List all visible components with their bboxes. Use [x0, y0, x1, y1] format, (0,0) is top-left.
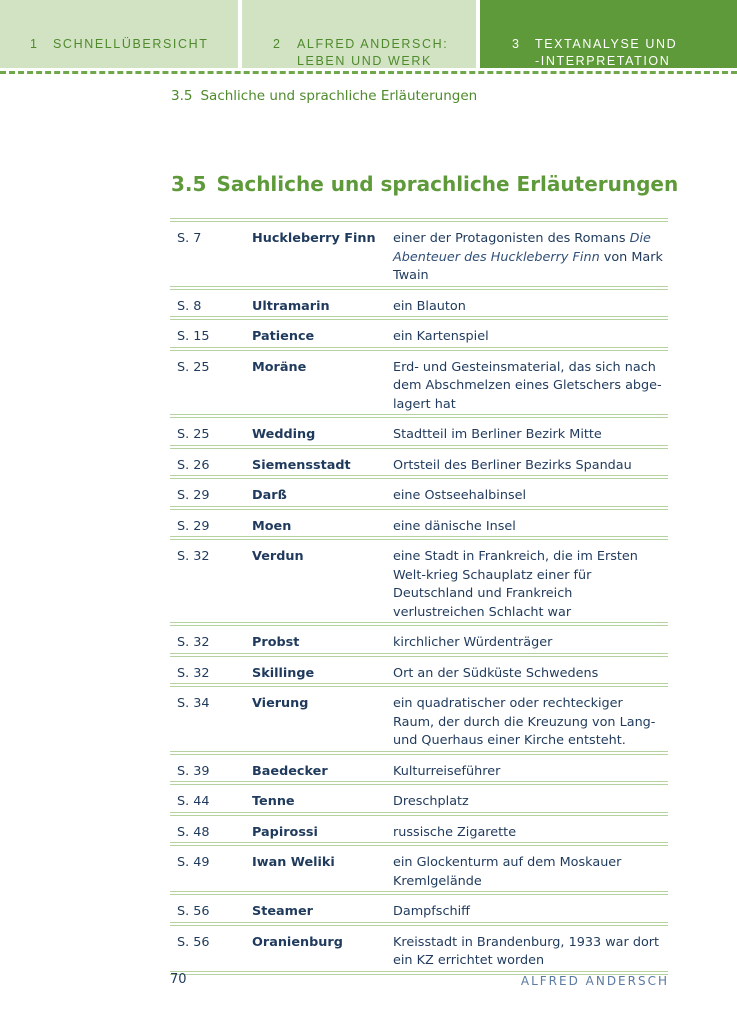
- definition-text: Kreisstadt in Brandenburg, 1933 war dort ein KZ errichtet worden: [393, 934, 660, 968]
- glossary-definition: [393, 349, 668, 417]
- glossary-definition: [393, 318, 668, 349]
- running-head-text: Sachliche und sprachliche Erläuterungen: [200, 88, 478, 104]
- glossary-page-ref: S. 26: [170, 447, 252, 478]
- definition-text: kirchlicher Würdenträger: [393, 635, 553, 650]
- section-number: 3.5: [171, 172, 207, 196]
- glossary-definition: [393, 814, 668, 845]
- glossary-term: Skillinge: [252, 655, 393, 686]
- glossary-definition: [393, 538, 668, 624]
- glossary-row: [170, 753, 668, 784]
- definition-text: russische Zigarette: [393, 824, 517, 840]
- chapter-tab-label-line1: ALFRED ANDERSCH:: [297, 37, 449, 51]
- glossary-table: [170, 218, 668, 975]
- glossary-term: Huckleberry Finn: [252, 220, 393, 288]
- glossary-row: [170, 924, 668, 973]
- glossary-page-ref: S. 32: [170, 538, 252, 624]
- glossary-definition: [393, 844, 668, 893]
- glossary-row: [170, 416, 668, 447]
- glossary-term: Patience: [252, 318, 393, 349]
- glossary-definition: [393, 924, 668, 973]
- running-head: [171, 88, 477, 104]
- definition-text: ein Blauton: [393, 298, 466, 314]
- glossary-row: [170, 685, 668, 753]
- definition-text: eine dänische Insel: [393, 518, 516, 534]
- glossary-term: Papirossi: [252, 814, 393, 845]
- glossary-page-ref: S. 29: [170, 477, 252, 508]
- glossary-definition: [393, 753, 668, 784]
- glossary-page-ref: S. 25: [170, 416, 252, 447]
- chapter-tab-label-line1: TEXTANALYSE UND: [535, 37, 678, 51]
- glossary-term: Tenne: [252, 783, 393, 814]
- section-title-text: Sachliche und sprachliche Erläuterungen: [216, 172, 679, 196]
- glossary-page-ref: S. 48: [170, 814, 252, 845]
- glossary-definition: [393, 447, 668, 478]
- chapter-tabs: [0, 0, 737, 68]
- definition-text: ein quadratischer oder rechteckiger Raum, der durch die Kreuzung von Lang- und Querhaus einer Kirche entsteht.: [393, 696, 656, 748]
- glossary-term: Baedecker: [252, 753, 393, 784]
- glossary-row: [170, 318, 668, 349]
- glossary-page-ref: S. 32: [170, 655, 252, 686]
- glossary-definition: [393, 685, 668, 753]
- page-number: 70: [170, 972, 187, 987]
- chapter-tab-number: 1: [30, 37, 39, 51]
- glossary-term: Moräne: [252, 349, 393, 417]
- glossary-term: Vierung: [252, 685, 393, 753]
- definition-text: Dreschplatz: [393, 794, 469, 809]
- chapter-tab-number: 2: [273, 37, 282, 51]
- chapter-tab-3-active[interactable]: [480, 0, 737, 68]
- glossary-definition: [393, 893, 668, 924]
- definition-text: Erd- und Gesteinsmaterial, das sich nach dem Abschmelzen eines Gletschers abge-lagert hat: [393, 359, 662, 412]
- chapter-tab-label: [535, 36, 677, 70]
- glossary-term: Verdun: [252, 538, 393, 624]
- definition-text: Ortsteil des Berliner Bezirks Spandau: [393, 457, 632, 473]
- glossary-definition: [393, 508, 668, 539]
- definition-text: Stadtteil im Berliner Bezirk Mitte: [393, 427, 602, 442]
- glossary-row: [170, 288, 668, 319]
- glossary-term: Probst: [252, 624, 393, 655]
- chapter-tab-label-line2: -INTERPRETATION: [535, 54, 671, 68]
- glossary-page-ref: S. 15: [170, 318, 252, 349]
- glossary-definition: [393, 416, 668, 447]
- glossary-page-ref: S. 44: [170, 783, 252, 814]
- glossary-row: [170, 624, 668, 655]
- glossary-page-ref: S. 7: [170, 220, 252, 288]
- glossary-page-ref: S. 34: [170, 685, 252, 753]
- glossary-term: Steamer: [252, 893, 393, 924]
- chapter-tab-1[interactable]: [0, 0, 238, 68]
- chapter-tab-label-line1: SCHNELLÜBERSICHT: [53, 37, 209, 51]
- glossary-row: [170, 893, 668, 924]
- footer-author: ALFRED ANDERSCH: [520, 974, 669, 988]
- glossary-page-ref: S. 32: [170, 624, 252, 655]
- glossary-term: Darß: [252, 477, 393, 508]
- glossary-page-ref: S. 8: [170, 288, 252, 319]
- definition-text: Dampfschiff: [393, 904, 470, 919]
- section-title: [171, 172, 678, 196]
- glossary-term: Iwan Weliki: [252, 844, 393, 893]
- glossary-definition: [393, 624, 668, 655]
- glossary-row: [170, 349, 668, 417]
- chapter-tab-2[interactable]: [242, 0, 476, 68]
- glossary-definition: [393, 220, 668, 288]
- glossary-term: Moen: [252, 508, 393, 539]
- definition-text: eine Stadt in Frankreich, die im Ersten Welt-krieg Schauplatz einer für Deutschland und Frankreich verlustreichen Schlacht war: [393, 549, 638, 620]
- definition-text: eine Ostseehalbinsel: [393, 488, 527, 503]
- definition-text: ein Glockenturm auf dem Moskauer Kremlgelände: [393, 855, 622, 889]
- glossary-page-ref: S. 25: [170, 349, 252, 417]
- chapter-tab-label: [297, 36, 448, 70]
- header-dashed-divider: [0, 71, 737, 74]
- glossary-row: [170, 655, 668, 686]
- glossary-definition: [393, 655, 668, 686]
- glossary-row: [170, 844, 668, 893]
- glossary-row: [170, 508, 668, 539]
- glossary-page-ref: S. 56: [170, 893, 252, 924]
- glossary-row: [170, 814, 668, 845]
- chapter-tab-label-line2: LEBEN UND WERK: [297, 54, 432, 68]
- glossary-page-ref: S. 49: [170, 844, 252, 893]
- chapter-tab-number: 3: [512, 37, 521, 51]
- glossary-row: [170, 538, 668, 624]
- glossary-term: Ultramarin: [252, 288, 393, 319]
- definition-text: Kulturreiseführer: [393, 763, 501, 779]
- definition-text: ein Kartenspiel: [393, 329, 489, 344]
- glossary-page-ref: S. 39: [170, 753, 252, 784]
- glossary-term: Wedding: [252, 416, 393, 447]
- glossary-row: [170, 783, 668, 814]
- glossary-definition: [393, 477, 668, 508]
- glossary-page-ref: S. 56: [170, 924, 252, 973]
- definition-text-continued: von Mark Twain: [393, 249, 663, 283]
- glossary-row: [170, 447, 668, 478]
- glossary-page-ref: S. 29: [170, 508, 252, 539]
- definition-text: Ort an der Südküste Schwedens: [393, 665, 599, 681]
- running-head-number: 3.5: [171, 88, 193, 104]
- definition-title-italic: Die Abenteuer des Huckleberry Finn: [393, 231, 651, 265]
- glossary-row: [170, 220, 668, 288]
- glossary-body: [170, 220, 668, 973]
- definition-text: einer der Protagonisten des Romans: [393, 231, 630, 246]
- glossary-row: [170, 477, 668, 508]
- glossary-term: Oranienburg: [252, 924, 393, 973]
- glossary-definition: [393, 288, 668, 319]
- chapter-tab-label: [53, 36, 209, 53]
- glossary-definition: [393, 783, 668, 814]
- glossary-term: Siemensstadt: [252, 447, 393, 478]
